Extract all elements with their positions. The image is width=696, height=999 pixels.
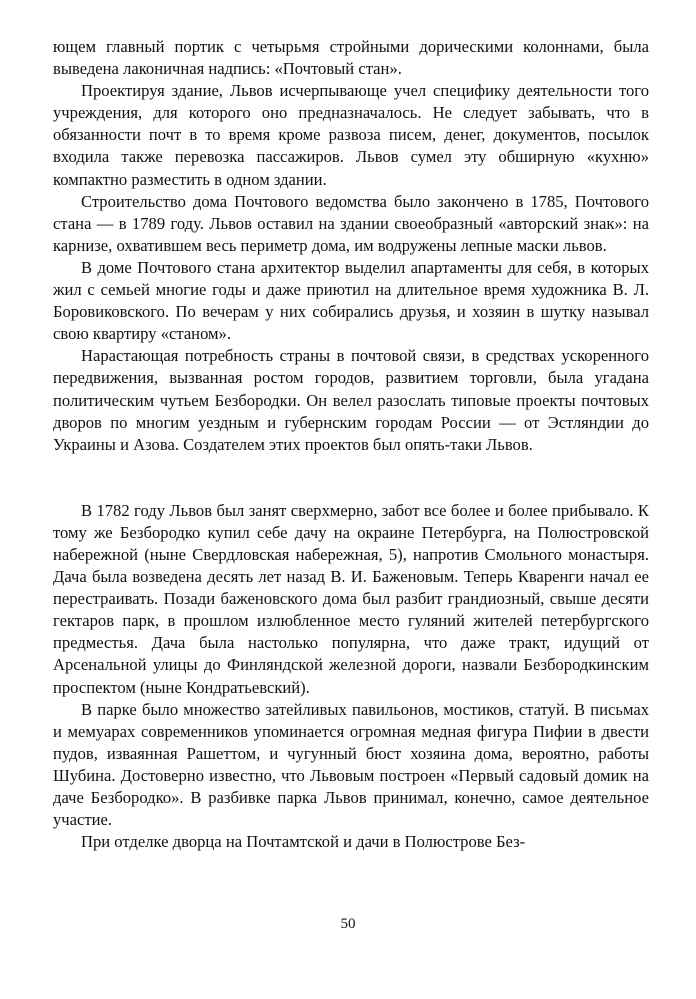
paragraph: В 1782 году Львов был занят сверхмерно, забот все более и более прибывало. К тому же Безбородко купил себе дачу на окраине Петербурга, на Полюстровской набережной (ныне Свердловская набережная, 5), напротив Смольного монастыря. Дача была возведена десять лет назад В. И. Баженовым. Теперь Кваренги начал ее перестраивать. Позади баженовского дома был разбит грандиозный, свыше десяти гектаров парк, в прошлом излюбленное место гуляний жителей петербургского предместья. Дача была настолько популярна, что даже тракт, идущий от Арсенальной улицы до Финляндской железной дороги, назвали Безбородкинским проспектом (ныне Кондратьевский). xyxy=(53,500,649,697)
text-section-1 xyxy=(53,36,649,456)
paragraph: В парке было множество затейливых павильонов, мостиков, статуй. В письмах и мемуарах современников упоминается огромная медная фигура Пифии в двести пудов, изваянная Рашеттом, и чугунный бюст хозяина дома, вероятно, работы Шубина. Достоверно известно, что Львовым построен «Первый садовый домик на даче Безбородко». В разбивке парка Львов принимал, конечно, самое деятельное участие. xyxy=(53,699,649,830)
paragraph: В доме Почтового стана архитектор выделил апартаменты для себя, в которых жил с семьей многие годы и даже приютил на длительное время художника В. Л. Боровиковского. По вечерам у них собирались друзья, и хозяин в шутку называл свою квартиру «станом». xyxy=(53,257,649,344)
paragraph: ющем главный портик с четырьмя стройными дорическими колоннами, была выведена лаконичная надпись: «Почтовый стан». xyxy=(53,37,649,79)
paragraph: Проектируя здание, Львов исчерпывающе учел специфику деятельности того учреждения, для которого оно предназначалось. Не следует забывать, что в обязанности почт в то время кроме развоза писем, денег, документов, посылок входила также перевозка пассажиров. Львов сумел эту обширную «кухню» компактно разместить в одном здании. xyxy=(53,81,649,189)
paragraph: При отделке дворца на Почтамтской и дачи в Полюстрове Без- xyxy=(81,832,526,852)
paragraph: Нарастающая потребность страны в почтовой связи, в средствах ускоренного передвижения, вызванная ростом городов, развитием торговли, была угадана политическим чутьем Безбородки. Он велел разослать типовые проекты почтовых дворов по многим уездным и губернским городам России — от Эстляндии до Украины и Азова. Создателем этих проектов был опять-таки Львов. xyxy=(53,346,649,454)
page-body xyxy=(53,36,649,853)
text-section-2 xyxy=(53,500,649,854)
page-number: 50 xyxy=(340,916,356,932)
paragraph: Строительство дома Почтового ведомства было закончено в 1785, Почтового стана — в 1789 году. Львов оставил на здании своеобразный «авторский знак»: на карнизе, охватившем весь периметр дома, им водружены лепные маски львов. xyxy=(53,191,649,255)
